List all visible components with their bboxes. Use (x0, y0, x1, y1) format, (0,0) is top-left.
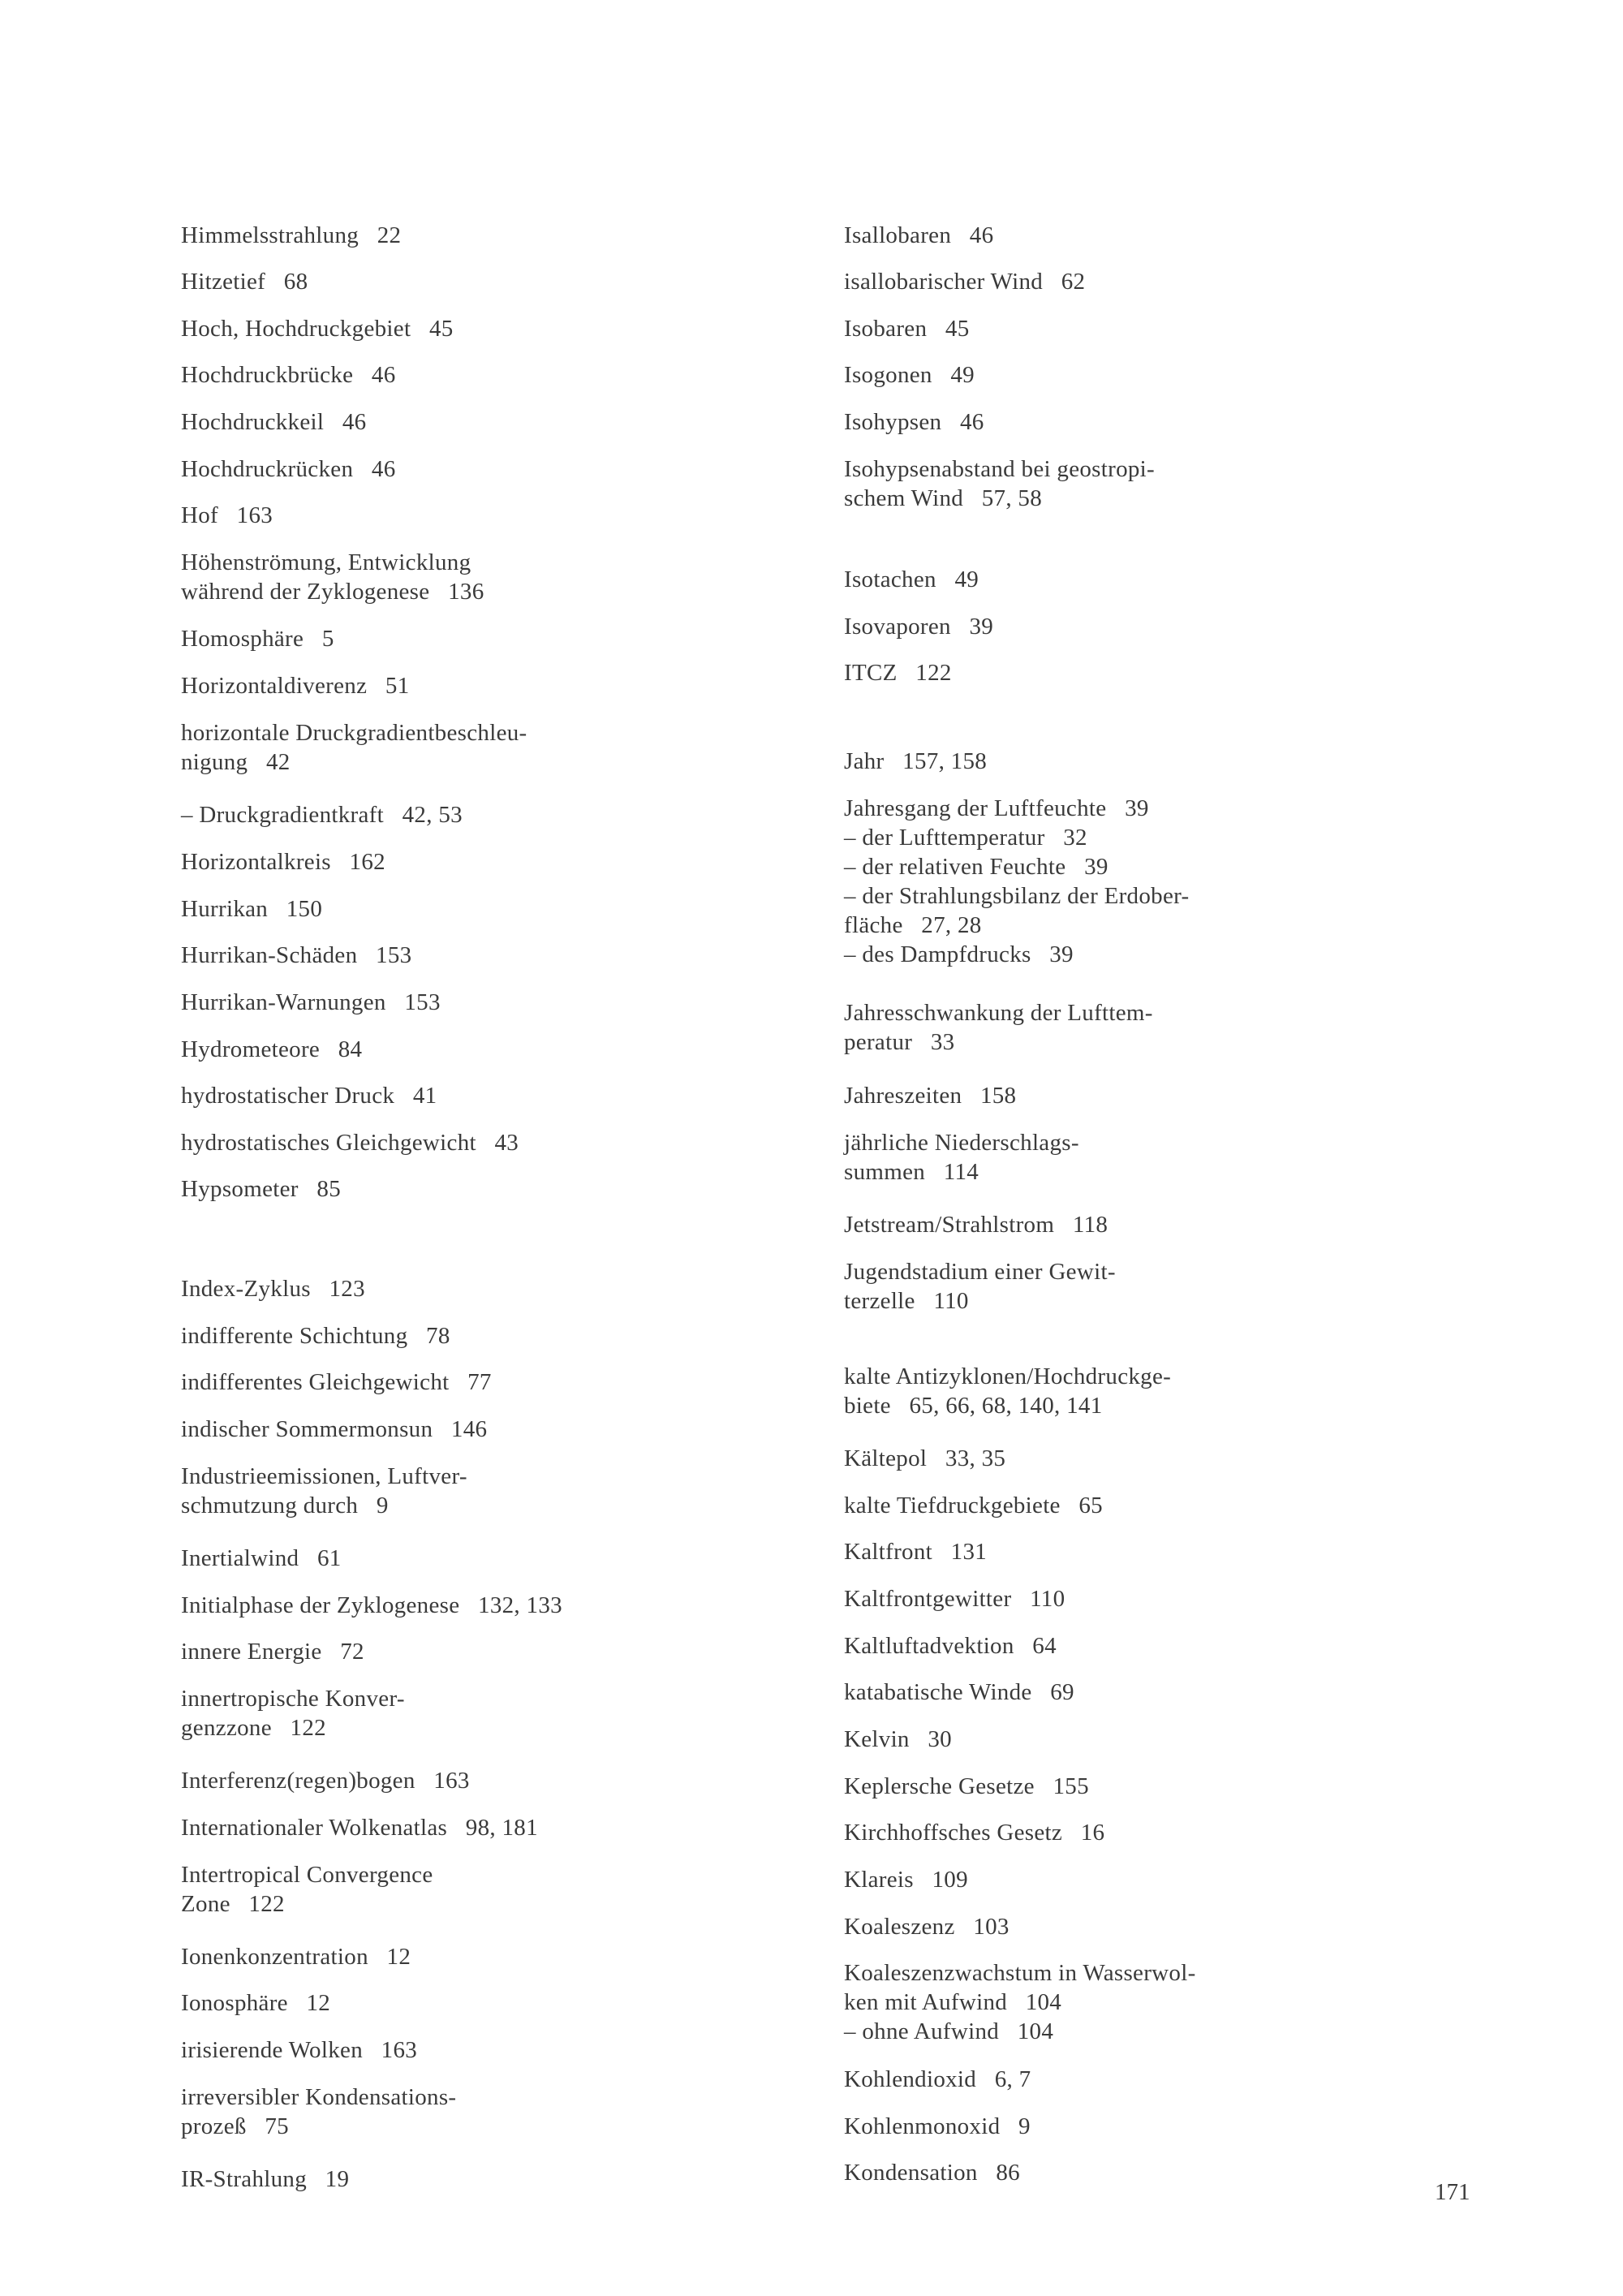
index-entry (844, 314, 1347, 343)
index-entry (181, 1274, 684, 1303)
index-entry-line: Hof 163 (181, 502, 273, 528)
index-entry-line: indischer Sommermonsun 146 (181, 1416, 488, 1442)
index-entry (844, 360, 1347, 390)
index-entry (181, 1415, 684, 1444)
index-entry-line: horizontale Druckgradientbeschleu- (181, 720, 527, 746)
index-entry-line: innertropische Konver- (181, 1686, 405, 1712)
index-entry-line: Internationaler Wolkenatlas 98, 181 (181, 1815, 538, 1841)
index-entry (844, 1725, 1347, 1754)
index-entry (844, 658, 1347, 687)
index-entry-line: Isotachen 49 (844, 566, 979, 592)
index-entry (181, 1368, 684, 1397)
index-entry (844, 998, 1347, 1057)
index-entry (181, 548, 684, 606)
index-entry-line: Zone 122 (181, 1891, 285, 1917)
index-entry-line: Keplersche Gesetze 155 (844, 1773, 1089, 1799)
index-entry-line: jährliche Niederschlags- (844, 1130, 1079, 1156)
index-entry-line: hydrostatisches Gleichgewicht 43 (181, 1130, 519, 1156)
index-entry (181, 847, 684, 877)
index-entry (844, 1958, 1347, 2046)
index-entry (844, 1128, 1347, 1187)
index-entry-line: Isohypsenabstand bei geostropi- (844, 456, 1156, 482)
index-entry (844, 794, 1347, 969)
index-entry-line: Hochdruckrücken 46 (181, 456, 396, 482)
index-entry-line: – der Strahlungsbilanz der Erdober- (844, 883, 1190, 909)
index-entry-line: prozeß 75 (181, 2113, 289, 2139)
index-entry (844, 221, 1347, 250)
index-entry (181, 671, 684, 700)
index-entry (844, 1210, 1347, 1239)
index-entry (181, 501, 684, 530)
index-entry-line: irisierende Wolken 163 (181, 2037, 418, 2063)
index-entry-line: Hurrikan 150 (181, 896, 323, 922)
index-entry (181, 1591, 684, 1620)
index-entry (844, 1912, 1347, 1941)
index-entry (844, 1772, 1347, 1801)
index-entry-line: Himmelsstrahlung 22 (181, 222, 402, 248)
index-entry-line: Intertropical Convergence (181, 1862, 433, 1888)
index-entry-line: Initialphase der Zyklogenese 132, 133 (181, 1592, 562, 1618)
index-entry-line: Kaltfront 131 (844, 1539, 988, 1565)
index-entry-line: Jetstream/Strahlstrom 118 (844, 1212, 1109, 1238)
index-entry (181, 1637, 684, 1666)
index-entry-line: nigung 42 (181, 749, 291, 775)
index-entry-line: innere Energie 72 (181, 1639, 364, 1665)
index-entry-line: Inertialwind 61 (181, 1545, 342, 1571)
index-entry (844, 612, 1347, 641)
index-entry-line: Kaltluftadvektion 64 (844, 1633, 1057, 1659)
index-entry-line: Kondensation 86 (844, 2160, 1020, 2186)
index-entry (181, 1988, 684, 2018)
index-entry-line: Kohlenmonoxid 9 (844, 2113, 1031, 2139)
index-entry (181, 221, 684, 250)
index-entry-line: Kirchhoffsches Gesetz 16 (844, 1820, 1105, 1846)
index-entry (181, 1766, 684, 1795)
index-entry (844, 1491, 1347, 1520)
index-entry-line: summen 114 (844, 1159, 979, 1185)
index-entry (844, 2158, 1347, 2187)
index-entry-line: Hitzetief 68 (181, 269, 308, 295)
index-entry-line: Isohypsen 46 (844, 409, 984, 435)
index-entry (181, 267, 684, 296)
index-entry (181, 1813, 684, 1842)
index-entry (844, 2112, 1347, 2141)
index-entry (181, 1081, 684, 1110)
index-entry-line: kalte Antizyklonen/Hochdruckge- (844, 1363, 1172, 1389)
index-entry (181, 2165, 684, 2194)
index-entry-line: Hoch, Hochdruckgebiet 45 (181, 316, 454, 342)
index-entry (844, 747, 1347, 776)
index-entry (181, 988, 684, 1017)
index-entry-line: Hochdruckkeil 46 (181, 409, 367, 435)
index-entry (844, 407, 1347, 437)
index-entry (844, 454, 1347, 513)
index-entry-line: Isovaporen 39 (844, 614, 994, 640)
index-entry-line: schmutzung durch 9 (181, 1493, 389, 1518)
index-entry-line: Ionenkonzentration 12 (181, 1944, 411, 1970)
index-entry-line: Kohlendioxid 6, 7 (844, 2066, 1031, 2092)
index-entry-line: Hypsometer 85 (181, 1176, 341, 1202)
index-entry-line: Hydrometeore 84 (181, 1036, 363, 1062)
index-entry-line: indifferentes Gleichgewicht 77 (181, 1369, 492, 1395)
index-entry (844, 1257, 1347, 1316)
index-entry-line: hydrostatischer Druck 41 (181, 1083, 437, 1109)
index-entry-line: während der Zyklogenese 136 (181, 579, 484, 605)
index-entry (181, 1321, 684, 1350)
index-entry (181, 1174, 684, 1204)
index-entry (844, 2065, 1347, 2094)
index-entry-line: Horizontaldiverenz 51 (181, 673, 410, 699)
index-entry-line: isallobarischer Wind 62 (844, 269, 1086, 295)
index-entry-line: Interferenz(regen)bogen 163 (181, 1768, 470, 1794)
index-entry (181, 1942, 684, 1971)
index-entry (181, 314, 684, 343)
index-entry-line: ken mit Aufwind 104 (844, 1989, 1062, 2015)
index-entry-line: – Druckgradientkraft 42, 53 (181, 802, 463, 828)
index-entry (181, 941, 684, 970)
index-entry (181, 718, 684, 777)
index-entry-line: Koaleszenz 103 (844, 1914, 1010, 1940)
index-entry-line: Hochdruckbrücke 46 (181, 362, 396, 388)
index-entry (181, 2035, 684, 2065)
index-entry (844, 1444, 1347, 1473)
index-entry-line: Kältepol 33, 35 (844, 1445, 1006, 1471)
index-entry-line: fläche 27, 28 (844, 912, 982, 938)
index-entry-line: Hurrikan-Warnungen 153 (181, 989, 441, 1015)
index-entry-line: Jugendstadium einer Gewit- (844, 1259, 1116, 1285)
index-entry-line: – der Lufttemperatur 32 (844, 825, 1087, 851)
index-entry-line: katabatische Winde 69 (844, 1679, 1074, 1705)
index-entry-line: Jahreszeiten 158 (844, 1083, 1017, 1109)
index-entry-line: Ionosphäre 12 (181, 1990, 331, 2016)
index-entry-line: Kelvin 30 (844, 1726, 952, 1752)
index-entry (844, 1362, 1347, 1420)
index-entry (844, 1584, 1347, 1613)
index-entry (181, 1684, 684, 1742)
index-entry (181, 624, 684, 653)
index-entry-line: – der relativen Feuchte 39 (844, 854, 1109, 880)
index-entry-line: Hurrikan-Schäden 153 (181, 942, 412, 968)
index-entry-line: Kaltfrontgewitter 110 (844, 1586, 1065, 1612)
index-entry-line: Höhenströmung, Entwicklung (181, 549, 471, 575)
index-entry-line: – ohne Aufwind 104 (844, 2018, 1054, 2044)
index-entry (844, 1865, 1347, 1894)
index-entry-line: Jahresschwankung der Lufttem- (844, 1000, 1153, 1026)
index-entry (181, 360, 684, 390)
index-entry (181, 1035, 684, 1064)
index-entry-line: terzelle 110 (844, 1288, 969, 1314)
index-entry-line: Industrieemissionen, Luftver- (181, 1463, 467, 1489)
index-entry-line: IR-Strahlung 19 (181, 2166, 350, 2192)
index-entry (844, 1081, 1347, 1110)
page-number: 171 (1435, 2179, 1470, 2205)
index-entry-line: kalte Tiefdruckgebiete 65 (844, 1493, 1103, 1518)
index-entry (181, 1860, 684, 1919)
index-entry (181, 2083, 684, 2141)
index-entry-line: schem Wind 57, 58 (844, 485, 1043, 511)
index-entry (181, 1462, 684, 1520)
index-entry (844, 1537, 1347, 1566)
index-entry-line: indifferente Schichtung 78 (181, 1323, 450, 1349)
index-entry-line: Isallobaren 46 (844, 222, 994, 248)
index-entry (844, 1678, 1347, 1707)
index-entry-line: peratur 33 (844, 1029, 955, 1055)
index-entry (844, 565, 1347, 594)
index-entry (844, 1631, 1347, 1661)
index-entry (181, 894, 684, 924)
index-entry (181, 407, 684, 437)
index-entry (181, 1128, 684, 1157)
index-entry-line: Jahresgang der Luftfeuchte 39 (844, 795, 1149, 821)
index-entry (181, 800, 684, 829)
index-entry-line: biete 65, 66, 68, 140, 141 (844, 1393, 1103, 1419)
index-entry-line: genzzone 122 (181, 1715, 326, 1741)
index-entry (181, 454, 684, 484)
index-entry-line: irreversibler Kondensations- (181, 2084, 457, 2110)
index-entry-line: Homosphäre 5 (181, 626, 334, 652)
index-entry-line: Isobaren 45 (844, 316, 970, 342)
index-entry-line: Index-Zyklus 123 (181, 1276, 365, 1302)
index-entry-line: Jahr 157, 158 (844, 748, 988, 774)
index-entry-line: – des Dampfdrucks 39 (844, 941, 1074, 967)
index-entry-line: Klareis 109 (844, 1867, 968, 1893)
index-entry (181, 1544, 684, 1573)
index-entry (844, 267, 1347, 296)
index-entry-line: Isogonen 49 (844, 362, 975, 388)
index-entry (844, 1818, 1347, 1847)
index-entry-line: Horizontalkreis 162 (181, 849, 385, 875)
index-entry-line: ITCZ 122 (844, 660, 952, 686)
index-entry-line: Koaleszenzwachstum in Wasserwol- (844, 1960, 1196, 1986)
